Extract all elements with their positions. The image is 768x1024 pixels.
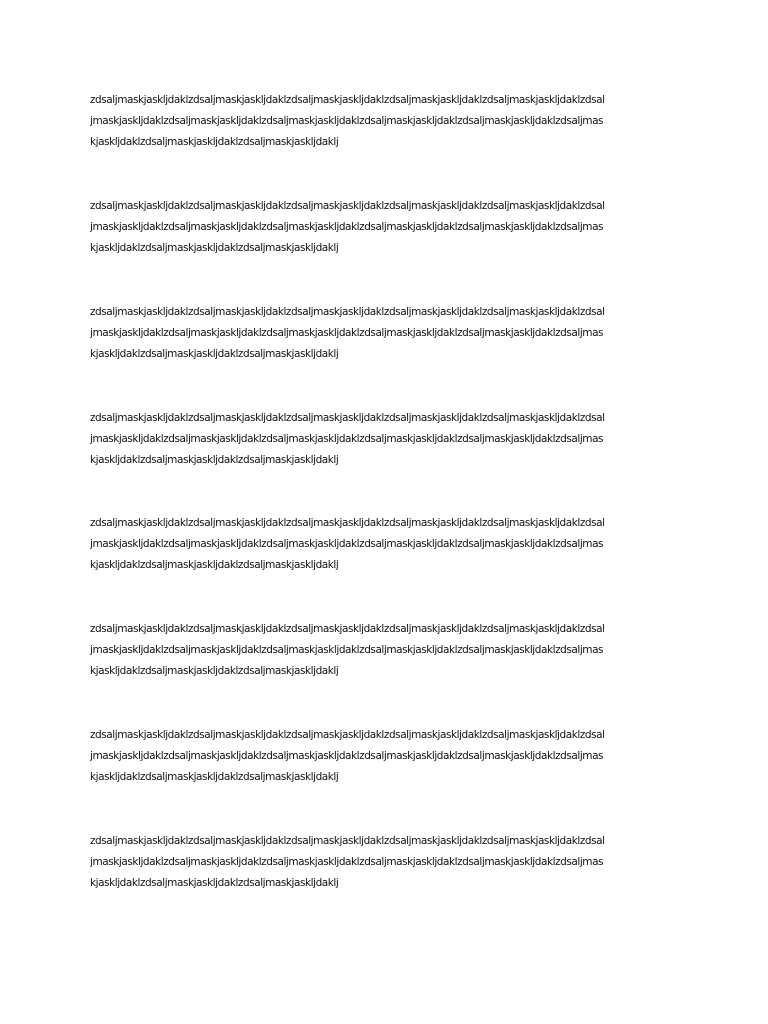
text-line: kjaskljdaklzdsaljmaskjaskljdaklzdsaljmaskjaskljdaklj — [90, 559, 339, 571]
text-line: jmaskjaskljdaklzdsaljmaskjaskljdaklzdsaljmaskjaskljdaklzdsaljmaskjaskljdaklzdsaljmaskjaskljdaklzdsaljmas — [90, 433, 604, 445]
text-line: jmaskjaskljdaklzdsaljmaskjaskljdaklzdsaljmaskjaskljdaklzdsaljmaskjaskljdaklzdsaljmaskjaskljdaklzdsaljmas — [90, 644, 604, 656]
text-line: zdsaljmaskjaskljdaklzdsaljmaskjaskljdaklzdsaljmaskjaskljdaklzdsaljmaskjaskljdaklzdsaljmaskjaskljdaklzdsal — [90, 94, 605, 106]
text-line: zdsaljmaskjaskljdaklzdsaljmaskjaskljdaklzdsaljmaskjaskljdaklzdsaljmaskjaskljdaklzdsaljmaskjaskljdaklzdsal — [90, 412, 605, 424]
text-line: zdsaljmaskjaskljdaklzdsaljmaskjaskljdaklzdsaljmaskjaskljdaklzdsaljmaskjaskljdaklzdsaljmaskjaskljdaklzdsal — [90, 623, 605, 635]
text-line: kjaskljdaklzdsaljmaskjaskljdaklzdsaljmaskjaskljdaklj — [90, 665, 339, 677]
text-line: zdsaljmaskjaskljdaklzdsaljmaskjaskljdaklzdsaljmaskjaskljdaklzdsaljmaskjaskljdaklzdsaljmaskjaskljdaklzdsal — [90, 517, 605, 529]
text-line: zdsaljmaskjaskljdaklzdsaljmaskjaskljdaklzdsaljmaskjaskljdaklzdsaljmaskjaskljdaklzdsaljmaskjaskljdaklzdsal — [90, 835, 605, 847]
text-line: jmaskjaskljdaklzdsaljmaskjaskljdaklzdsaljmaskjaskljdaklzdsaljmaskjaskljdaklzdsaljmaskjaskljdaklzdsaljmas — [90, 115, 604, 127]
text-line: zdsaljmaskjaskljdaklzdsaljmaskjaskljdaklzdsaljmaskjaskljdaklzdsaljmaskjaskljdaklzdsaljmaskjaskljdaklzdsal — [90, 200, 605, 212]
paragraph — [90, 408, 690, 471]
paragraph — [90, 619, 690, 682]
text-line: zdsaljmaskjaskljdaklzdsaljmaskjaskljdaklzdsaljmaskjaskljdaklzdsaljmaskjaskljdaklzdsaljmaskjaskljdaklzdsal — [90, 729, 605, 741]
paragraph — [90, 90, 690, 153]
paragraph — [90, 725, 690, 788]
text-line: jmaskjaskljdaklzdsaljmaskjaskljdaklzdsaljmaskjaskljdaklzdsaljmaskjaskljdaklzdsaljmaskjaskljdaklzdsaljmas — [90, 750, 604, 762]
text-line: kjaskljdaklzdsaljmaskjaskljdaklzdsaljmaskjaskljdaklj — [90, 454, 339, 466]
paragraph — [90, 513, 690, 576]
paragraph — [90, 831, 690, 894]
text-line: jmaskjaskljdaklzdsaljmaskjaskljdaklzdsaljmaskjaskljdaklzdsaljmaskjaskljdaklzdsaljmaskjaskljdaklzdsaljmas — [90, 856, 604, 868]
text-line: zdsaljmaskjaskljdaklzdsaljmaskjaskljdaklzdsaljmaskjaskljdaklzdsaljmaskjaskljdaklzdsaljmaskjaskljdaklzdsal — [90, 306, 605, 318]
text-line: jmaskjaskljdaklzdsaljmaskjaskljdaklzdsaljmaskjaskljdaklzdsaljmaskjaskljdaklzdsaljmaskjaskljdaklzdsaljmas — [90, 221, 604, 233]
text-line: kjaskljdaklzdsaljmaskjaskljdaklzdsaljmaskjaskljdaklj — [90, 771, 339, 783]
text-line: kjaskljdaklzdsaljmaskjaskljdaklzdsaljmaskjaskljdaklj — [90, 136, 339, 148]
text-line: kjaskljdaklzdsaljmaskjaskljdaklzdsaljmaskjaskljdaklj — [90, 877, 339, 889]
text-line: kjaskljdaklzdsaljmaskjaskljdaklzdsaljmaskjaskljdaklj — [90, 348, 339, 360]
paragraph — [90, 302, 690, 365]
text-line: jmaskjaskljdaklzdsaljmaskjaskljdaklzdsaljmaskjaskljdaklzdsaljmaskjaskljdaklzdsaljmaskjaskljdaklzdsaljmas — [90, 327, 604, 339]
text-line: kjaskljdaklzdsaljmaskjaskljdaklzdsaljmaskjaskljdaklj — [90, 242, 339, 254]
text-line: jmaskjaskljdaklzdsaljmaskjaskljdaklzdsaljmaskjaskljdaklzdsaljmaskjaskljdaklzdsaljmaskjaskljdaklzdsaljmas — [90, 538, 604, 550]
paragraph — [90, 196, 690, 259]
